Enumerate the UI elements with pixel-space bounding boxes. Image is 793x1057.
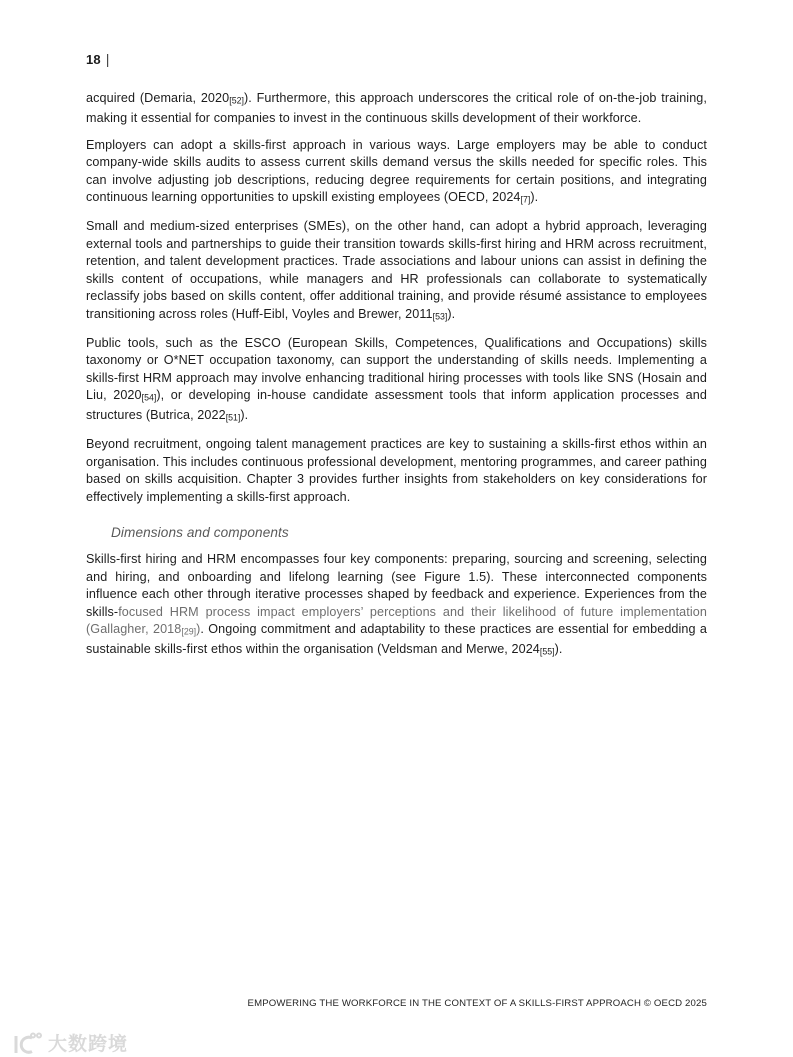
text-run: ), or developing in-house candidate assessment tools that inform application processes and structures (Butrica, 2022 [86,388,707,423]
text-run: Beyond recruitment, ongoing talent management practices are key to sustaining a skills-first ethos within an organisation. This includes continuous professional development, mentoring programmes, and career pathing based on skills acquisition. Chapter 3 provides further insights from stakeholders on key considerations for effectively implementing a skills-first approach. [86,437,707,504]
paragraph [86,335,707,428]
text-run: ). [530,190,539,205]
citation-ref: [54] [141,392,157,403]
text-run: Small and medium-sized enterprises (SMEs), on the other hand, can adopt a hybrid approach, leveraging external tools and partnerships to guide their transition towards skills-first hiring and HRM across recruitment, retention, and talent development practices. Trade associations and labour unions can assist in defining the skills content of occupations, while managers and HR professionals can collaborate to systematically reclassify jobs based on skills content, offer additional training, and provide résumé assistance to employees transitioning across roles (Huff-Eibl, Voyles and Brewer, 2011 [86,219,707,321]
document-body [86,90,707,662]
watermark [13,1029,128,1056]
paragraph [86,90,707,128]
paragraph [86,218,707,326]
page-header [86,52,707,67]
text-run: ). [447,306,456,321]
text-run: focused HRM process impact employers’ perceptions and their likelihood of future implementation (Gallagher, 2018 [86,604,707,637]
text-run: Public tools, such as the ESCO (European Skills, Competences, Qualifications and Occupations) skills taxonomy or O*NET occupation taxonomy, can support the understanding of skills needs. Implementing a skills-first HRM approach may involve enhancing traditional hiring processes with tools like SNS (Hosain and Liu, 2020 [86,335,707,403]
paragraph [86,436,707,506]
paragraph [86,137,707,210]
citation-ref: [7] [520,194,531,205]
citation-ref: [53] [432,311,448,322]
page-number-separator: | [105,52,110,67]
text-run: ). [240,408,249,423]
text-run: Skills-first hiring and HRM encompasses four key components: preparing, sourcing and screening, selecting and hiring, and onboarding and lifelong learning (see Figure 1.5). These interconnected components influence each other through iterative processes shaped by feedback and experience. Experiences from the skills- [86,552,707,619]
text-run: Employers can adopt a skills-first approach in various ways. Large employers may be able to conduct company-wide skills audits to assess current skills demand versus the skills needed for specific roles. This can involve adjusting job descriptions, reducing degree requirements for certain positions, and integrating continuous learning opportunities to upskill existing employees (OECD, 2024 [86,137,707,205]
citation-ref: [55] [539,647,555,658]
content-column [86,52,707,671]
text-run: ). Furthermore, this approach underscores the critical role of on-the-job training, making it essential for companies to invest in the continuous skills development of their workforce. [86,91,708,126]
text-run: ). [554,642,563,657]
watermark-text: 大数跨境 [48,1034,129,1055]
running-footer: EMPOWERING THE WORKFORCE IN THE CONTEXT OF A SKILLS-FIRST APPROACH © OECD 2025 [247,998,707,1009]
text-run: . Ongoing commitment and adaptability to these practices are essential for embedding a sustainable skills-first ethos within the organisation (Veldsman and Merwe, 2024 [86,622,707,657]
citation-ref: [51] [225,412,241,423]
watermark-logo-icon [13,1032,43,1054]
text-run: ) [196,622,201,637]
citation-ref: [29] [181,626,197,637]
citation-ref: [52] [229,95,244,106]
paragraph [86,551,707,661]
section-heading: Dimensions and components [111,525,289,541]
page-number: 18 [86,52,101,67]
text-run: acquired (Demaria, 2020 [86,91,230,105]
